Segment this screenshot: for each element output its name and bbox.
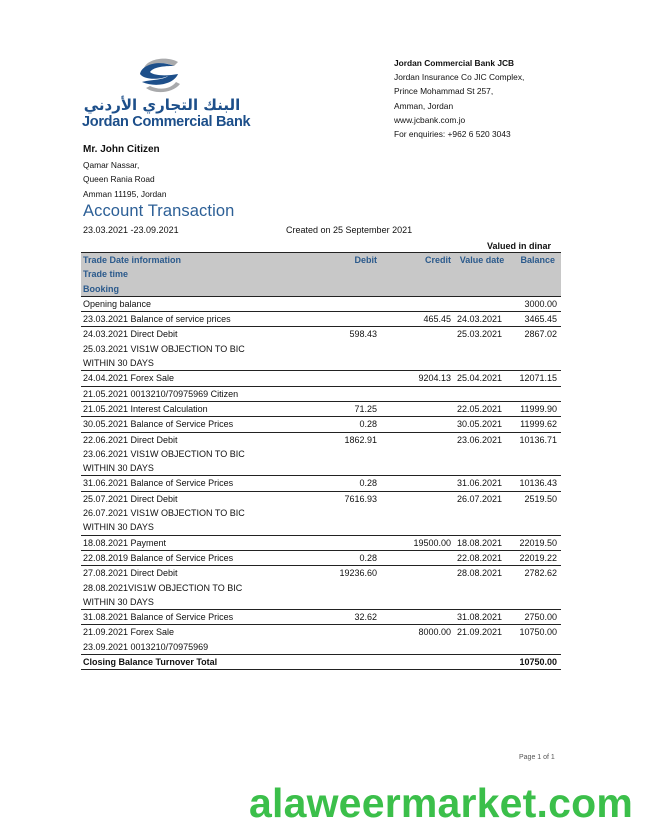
debit-amount: 0.28 xyxy=(317,417,405,432)
customer-address-line: Queen Rania Road xyxy=(83,174,155,185)
credit-amount xyxy=(405,581,453,595)
header-trade-date: Trade Date information xyxy=(81,253,317,268)
balance-amount xyxy=(511,581,561,595)
balance-amount: 10136.71 xyxy=(511,432,561,447)
table-row xyxy=(81,625,561,640)
debit-amount: 32.62 xyxy=(317,610,405,625)
debit-amount: 0.28 xyxy=(317,476,405,491)
balance-amount xyxy=(511,461,561,476)
balance-amount: 2750.00 xyxy=(511,610,561,625)
debit-amount xyxy=(317,356,405,371)
transaction-description: 22.08.2019 Balance of Service Prices xyxy=(81,550,317,565)
bank-address-line: Amman, Jordan xyxy=(394,100,454,111)
debit-amount: 598.43 xyxy=(317,327,405,342)
table-row xyxy=(81,312,561,327)
credit-amount xyxy=(405,327,453,342)
value-date: 18.08.2021 xyxy=(453,535,511,550)
value-date xyxy=(453,447,511,461)
watermark-text: alaweermarket.com xyxy=(249,780,634,826)
transaction-description: 18.08.2021 Payment xyxy=(81,535,317,550)
table-row xyxy=(81,476,561,491)
table-row xyxy=(81,610,561,625)
credit-amount xyxy=(405,417,453,432)
bank-logo xyxy=(82,54,251,132)
credit-amount xyxy=(405,432,453,447)
customer-name: Mr. John Citizen xyxy=(83,144,160,155)
transaction-description: 28.08.2021VIS1W OBJECTION TO BIC xyxy=(83,582,243,593)
debit-amount xyxy=(317,386,405,401)
table-header-row xyxy=(81,267,561,281)
value-date: 26.07.2021 xyxy=(453,491,511,506)
value-date xyxy=(453,461,511,476)
customer-address-line: Qamar Nassar, xyxy=(83,159,140,170)
balance-amount: 12071.15 xyxy=(511,371,561,386)
header-credit: Credit xyxy=(405,253,453,268)
customer-address-line: Amman 11195, Jordan xyxy=(83,188,167,199)
debit-amount xyxy=(317,581,405,595)
transaction-description: 31.06.2021 Balance of Service Prices xyxy=(81,476,317,491)
debit-amount xyxy=(317,371,405,386)
debit-amount xyxy=(317,296,405,311)
table-row xyxy=(81,506,561,520)
balance-amount xyxy=(511,520,561,535)
debit-amount: 0.28 xyxy=(317,550,405,565)
transaction-description: 23.06.2021 VIS1W OBJECTION TO BIC xyxy=(83,448,245,459)
debit-amount xyxy=(317,595,405,610)
credit-amount xyxy=(405,491,453,506)
bank-address-block xyxy=(394,56,524,141)
value-date: 25.04.2021 xyxy=(453,371,511,386)
value-date xyxy=(453,296,511,311)
credit-amount xyxy=(405,595,453,610)
balance-amount: 2782.62 xyxy=(511,566,561,581)
value-date: 28.08.2021 xyxy=(453,566,511,581)
credit-amount xyxy=(405,296,453,311)
credit-amount xyxy=(405,476,453,491)
transaction-description: 30.05.2021 Balance of Service Prices xyxy=(81,417,317,432)
balance-amount xyxy=(511,356,561,371)
balance-amount xyxy=(511,595,561,610)
balance-amount xyxy=(511,506,561,520)
balance-amount: 3000.00 xyxy=(524,298,557,309)
transaction-description: 25.03.2021 VIS1W OBJECTION TO BIC xyxy=(83,343,245,354)
transaction-description: 24.03.2021 Direct Debit xyxy=(81,327,317,342)
table-row xyxy=(81,432,561,447)
header-trade-time: Trade time xyxy=(83,269,129,280)
table-row xyxy=(81,535,561,550)
header-booking: Booking xyxy=(81,282,317,297)
table-row xyxy=(81,296,561,311)
credit-amount: 465.45 xyxy=(405,312,453,327)
value-date xyxy=(453,386,511,401)
value-date: 21.09.2021 xyxy=(453,625,511,640)
credit-amount: 9204.13 xyxy=(405,371,453,386)
balance-amount xyxy=(511,447,561,461)
credit-amount xyxy=(405,520,453,535)
table-row xyxy=(81,401,561,416)
value-date xyxy=(453,581,511,595)
balance-amount: 3465.45 xyxy=(511,312,561,327)
table-row xyxy=(81,327,561,342)
closing-balance-row xyxy=(81,655,561,670)
transaction-description: 25.07.2021 Direct Debit xyxy=(81,491,317,506)
value-date: 31.06.2021 xyxy=(453,476,511,491)
credit-amount xyxy=(405,447,453,461)
credit-amount xyxy=(405,356,453,371)
balance-amount: 22019.50 xyxy=(511,535,561,550)
value-date xyxy=(453,342,511,356)
debit-amount xyxy=(317,535,405,550)
bank-address-line: Prince Mohammad St 257, xyxy=(394,86,494,97)
statement-period: 23.03.2021 -23.09.2021 xyxy=(83,225,179,235)
table-row xyxy=(81,595,561,610)
debit-amount xyxy=(317,342,405,356)
table-row xyxy=(81,371,561,386)
transaction-description: 23.09.2021 0013210/70975969 xyxy=(83,641,209,652)
transaction-description: 21.09.2021 Forex Sale xyxy=(81,625,317,640)
customer-address-block xyxy=(83,143,167,201)
debit-amount xyxy=(317,640,405,655)
header-debit: Debit xyxy=(317,253,405,268)
value-date xyxy=(453,356,511,371)
transaction-description: Opening balance xyxy=(83,298,152,309)
credit-amount xyxy=(405,342,453,356)
balance-amount xyxy=(511,640,561,655)
table-row xyxy=(81,356,561,371)
credit-amount xyxy=(405,640,453,655)
value-date xyxy=(453,595,511,610)
table-row xyxy=(81,550,561,565)
credit-amount xyxy=(405,610,453,625)
debit-amount: 7616.93 xyxy=(317,491,405,506)
table-row xyxy=(81,342,561,356)
credit-amount xyxy=(405,550,453,565)
page-number: Page 1 of 1 xyxy=(519,754,555,761)
value-date: 22.05.2021 xyxy=(453,401,511,416)
transaction-description: WITHIN 30 DAYS xyxy=(83,463,154,474)
transaction-description: WITHIN 30 DAYS xyxy=(83,596,154,607)
table-row xyxy=(81,581,561,595)
table-row xyxy=(81,447,561,461)
value-date: 30.05.2021 xyxy=(453,417,511,432)
debit-amount xyxy=(317,461,405,476)
balance-amount: 22019.22 xyxy=(511,550,561,565)
credit-amount: 8000.00 xyxy=(405,625,453,640)
balance-amount: 2519.50 xyxy=(511,491,561,506)
debit-amount xyxy=(317,506,405,520)
bank-name-english: Jordan Commercial Bank xyxy=(82,114,251,130)
table-row xyxy=(81,386,561,401)
value-date xyxy=(453,520,511,535)
table-row xyxy=(81,566,561,581)
value-date xyxy=(453,506,511,520)
transaction-description: 23.03.2021 Balance of service prices xyxy=(81,312,317,327)
balance-amount xyxy=(511,386,561,401)
table-row xyxy=(81,520,561,535)
transaction-description: 21.05.2021 0013210/70975969 Citizen xyxy=(81,386,317,401)
value-date xyxy=(453,640,511,655)
created-date: Created on 25 September 2021 xyxy=(286,225,413,235)
transaction-description: 24.04.2021 Forex Sale xyxy=(81,371,317,386)
debit-amount xyxy=(317,312,405,327)
value-date: 24.03.2021 xyxy=(453,312,511,327)
table-row xyxy=(81,461,561,476)
table-header-row xyxy=(81,282,561,297)
credit-amount xyxy=(405,401,453,416)
transactions-table xyxy=(81,252,561,670)
credit-amount xyxy=(405,461,453,476)
value-date: 25.03.2021 xyxy=(453,327,511,342)
transaction-description: 31.08.2021 Balance of Service Prices xyxy=(81,610,317,625)
value-date: 31.08.2021 xyxy=(453,610,511,625)
bank-logo-icon xyxy=(134,54,186,98)
balance-amount: 2867.02 xyxy=(511,327,561,342)
bank-enquiries: For enquiries: +962 6 520 3043 xyxy=(394,129,511,140)
balance-amount: 11999.62 xyxy=(511,417,561,432)
table-row xyxy=(81,640,561,655)
transaction-description: 22.06.2021 Direct Debit xyxy=(81,432,317,447)
closing-balance: 10750.00 xyxy=(511,655,561,670)
bank-website: www.jcbank.com.jo xyxy=(394,114,466,125)
debit-amount: 1862.91 xyxy=(317,432,405,447)
currency-note: Valued in dinar xyxy=(487,241,552,251)
debit-amount xyxy=(317,520,405,535)
credit-amount xyxy=(405,566,453,581)
table-row xyxy=(81,491,561,506)
transaction-description: 26.07.2021 VIS1W OBJECTION TO BIC xyxy=(83,508,245,519)
transaction-description: WITHIN 30 DAYS xyxy=(83,358,154,369)
balance-amount: 11999.90 xyxy=(511,401,561,416)
transaction-description: WITHIN 30 DAYS xyxy=(83,522,154,533)
bank-address-line: Jordan Insurance Co JIC Complex, xyxy=(394,72,525,83)
debit-amount xyxy=(317,625,405,640)
value-date: 23.06.2021 xyxy=(453,432,511,447)
credit-amount xyxy=(405,386,453,401)
transaction-description: 27.08.2021 Direct Debit xyxy=(81,566,317,581)
credit-amount xyxy=(405,506,453,520)
bank-name: Jordan Commercial Bank JCB xyxy=(394,58,515,68)
balance-amount: 10750.00 xyxy=(511,625,561,640)
table-row xyxy=(81,417,561,432)
table-header-row xyxy=(81,253,561,268)
bank-name-arabic: البنك التجاري الأردني xyxy=(83,96,241,114)
transaction-description: 21.05.2021 Interest Calculation xyxy=(81,401,317,416)
credit-amount: 19500.00 xyxy=(405,535,453,550)
header-value-date: Value date xyxy=(453,253,511,268)
value-date: 22.08.2021 xyxy=(453,550,511,565)
balance-amount: 10136.43 xyxy=(511,476,561,491)
document-title: Account Transaction xyxy=(83,202,235,220)
debit-amount: 71.25 xyxy=(317,401,405,416)
header-balance: Balance xyxy=(511,253,561,268)
debit-amount: 19236.60 xyxy=(317,566,405,581)
closing-label: Closing Balance Turnover Total xyxy=(81,655,317,670)
debit-amount xyxy=(317,447,405,461)
balance-amount xyxy=(511,342,561,356)
